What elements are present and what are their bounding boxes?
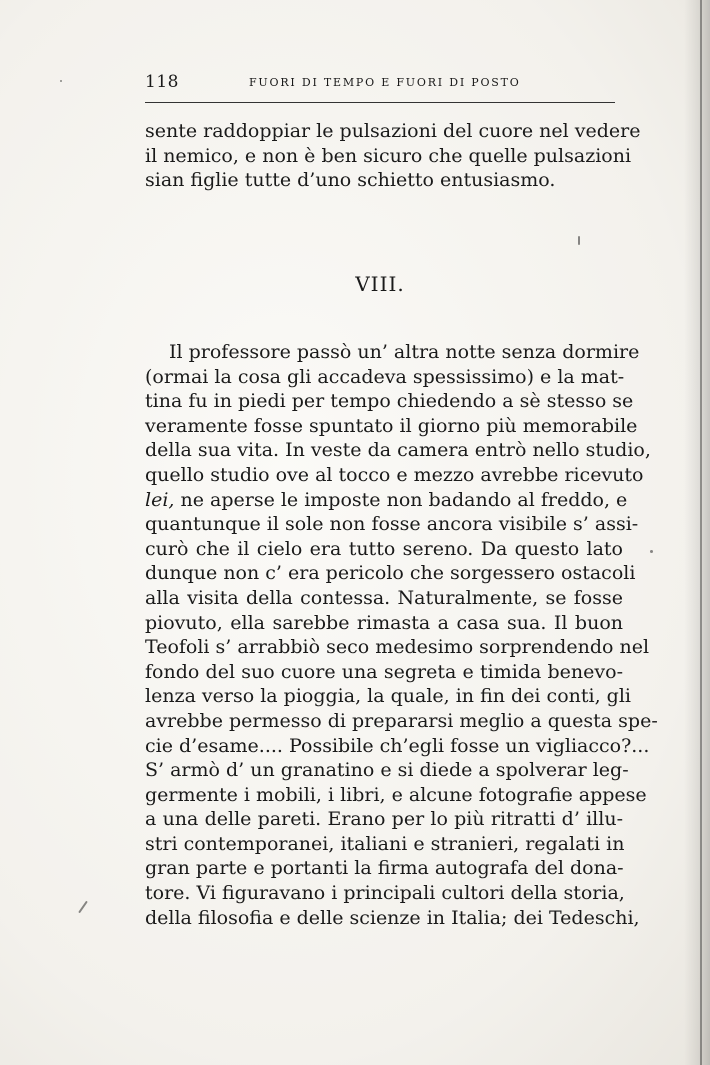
text-line: tina fu in piedi per tempo chiedendo a sè stesso se xyxy=(145,390,634,413)
text-line: quantunque il sole non fosse ancora visibile s’ assi- xyxy=(145,513,639,536)
text-line: Il professore passò un’ altra notte senza dormire xyxy=(169,341,640,363)
text-line: fondo del suo cuore una segreta e timida benevo- xyxy=(145,660,623,683)
paragraph-continued xyxy=(145,119,641,193)
paragraph-main xyxy=(145,340,658,930)
text-line: alla visita della contessa. Naturalmente, se fosse xyxy=(145,586,623,609)
text-line: tore. Vi figuravano i principali cultori della storia, xyxy=(145,882,625,905)
text-line: della sua vita. In veste da camera entrò nello studio, xyxy=(145,439,651,462)
running-title: FUORI DI TEMPO E FUORI DI POSTO xyxy=(249,76,521,89)
page-header xyxy=(145,72,615,96)
text-line: il nemico, e non è ben sicuro che quelle pulsazioni xyxy=(145,144,632,167)
page-number: 118 xyxy=(145,72,179,92)
text-line: piovuto, ella sarebbe rimasta a casa sua. Il buon xyxy=(145,611,623,634)
text-line: lenza verso la pioggia, la quale, in fin dei conti, gli xyxy=(145,685,631,708)
italic-word: lei, xyxy=(145,488,175,511)
text-line: sian figlie tutte d’uno schietto entusiasmo. xyxy=(145,169,556,192)
text-line: germente i mobili, i libri, e alcune fotografie appese xyxy=(145,783,647,806)
text-line-with-italic xyxy=(145,488,628,513)
text-line: cie d’esame.... Possibile ch’egli fosse un vigliacco?... xyxy=(145,734,650,757)
text-line: avrebbe permesso di prepararsi meglio a questa spe- xyxy=(145,709,658,732)
header-rule xyxy=(145,102,615,103)
text-line: dunque non c’ era pericolo che sorgessero ostacoli xyxy=(145,562,636,585)
spine-shadow xyxy=(684,0,710,1065)
paper-speck xyxy=(60,80,62,82)
paper-speck xyxy=(578,236,580,245)
text-line: veramente fosse spuntato il giorno più memorabile xyxy=(145,414,638,437)
paper-speck xyxy=(650,550,653,553)
text-line: curò che il cielo era tutto sereno. Da questo lato xyxy=(145,537,623,560)
text-line: della filosofia e delle scienze in Italia; dei Tedeschi, xyxy=(145,906,640,929)
text-line: sente raddoppiar le pulsazioni del cuore nel vedere xyxy=(145,120,641,142)
text-line: stri contemporanei, italiani e stranieri, regalati in xyxy=(145,832,625,855)
spine-edge xyxy=(700,0,702,1065)
text-line: a una delle pareti. Erano per lo più ritratti d’ illu- xyxy=(145,808,623,831)
paper-speck xyxy=(78,901,88,914)
text-line: gran parte e portanti la firma autografa del dona- xyxy=(145,857,624,880)
text-line: quello studio ove al tocco e mezzo avrebbe ricevuto xyxy=(145,463,644,486)
text-line: Teofoli s’ arrabbiò seco medesimo sorprendendo nel xyxy=(145,636,650,659)
text-line: S’ armò d’ un granatino e si diede a spolverar leg- xyxy=(145,759,629,782)
section-heading: VIII. xyxy=(355,272,405,296)
text-line-rest: ne aperse le imposte non badando al freddo, e xyxy=(180,488,628,511)
text-line: (ormai la cosa gli accadeva spessissimo) e la mat- xyxy=(145,365,625,388)
